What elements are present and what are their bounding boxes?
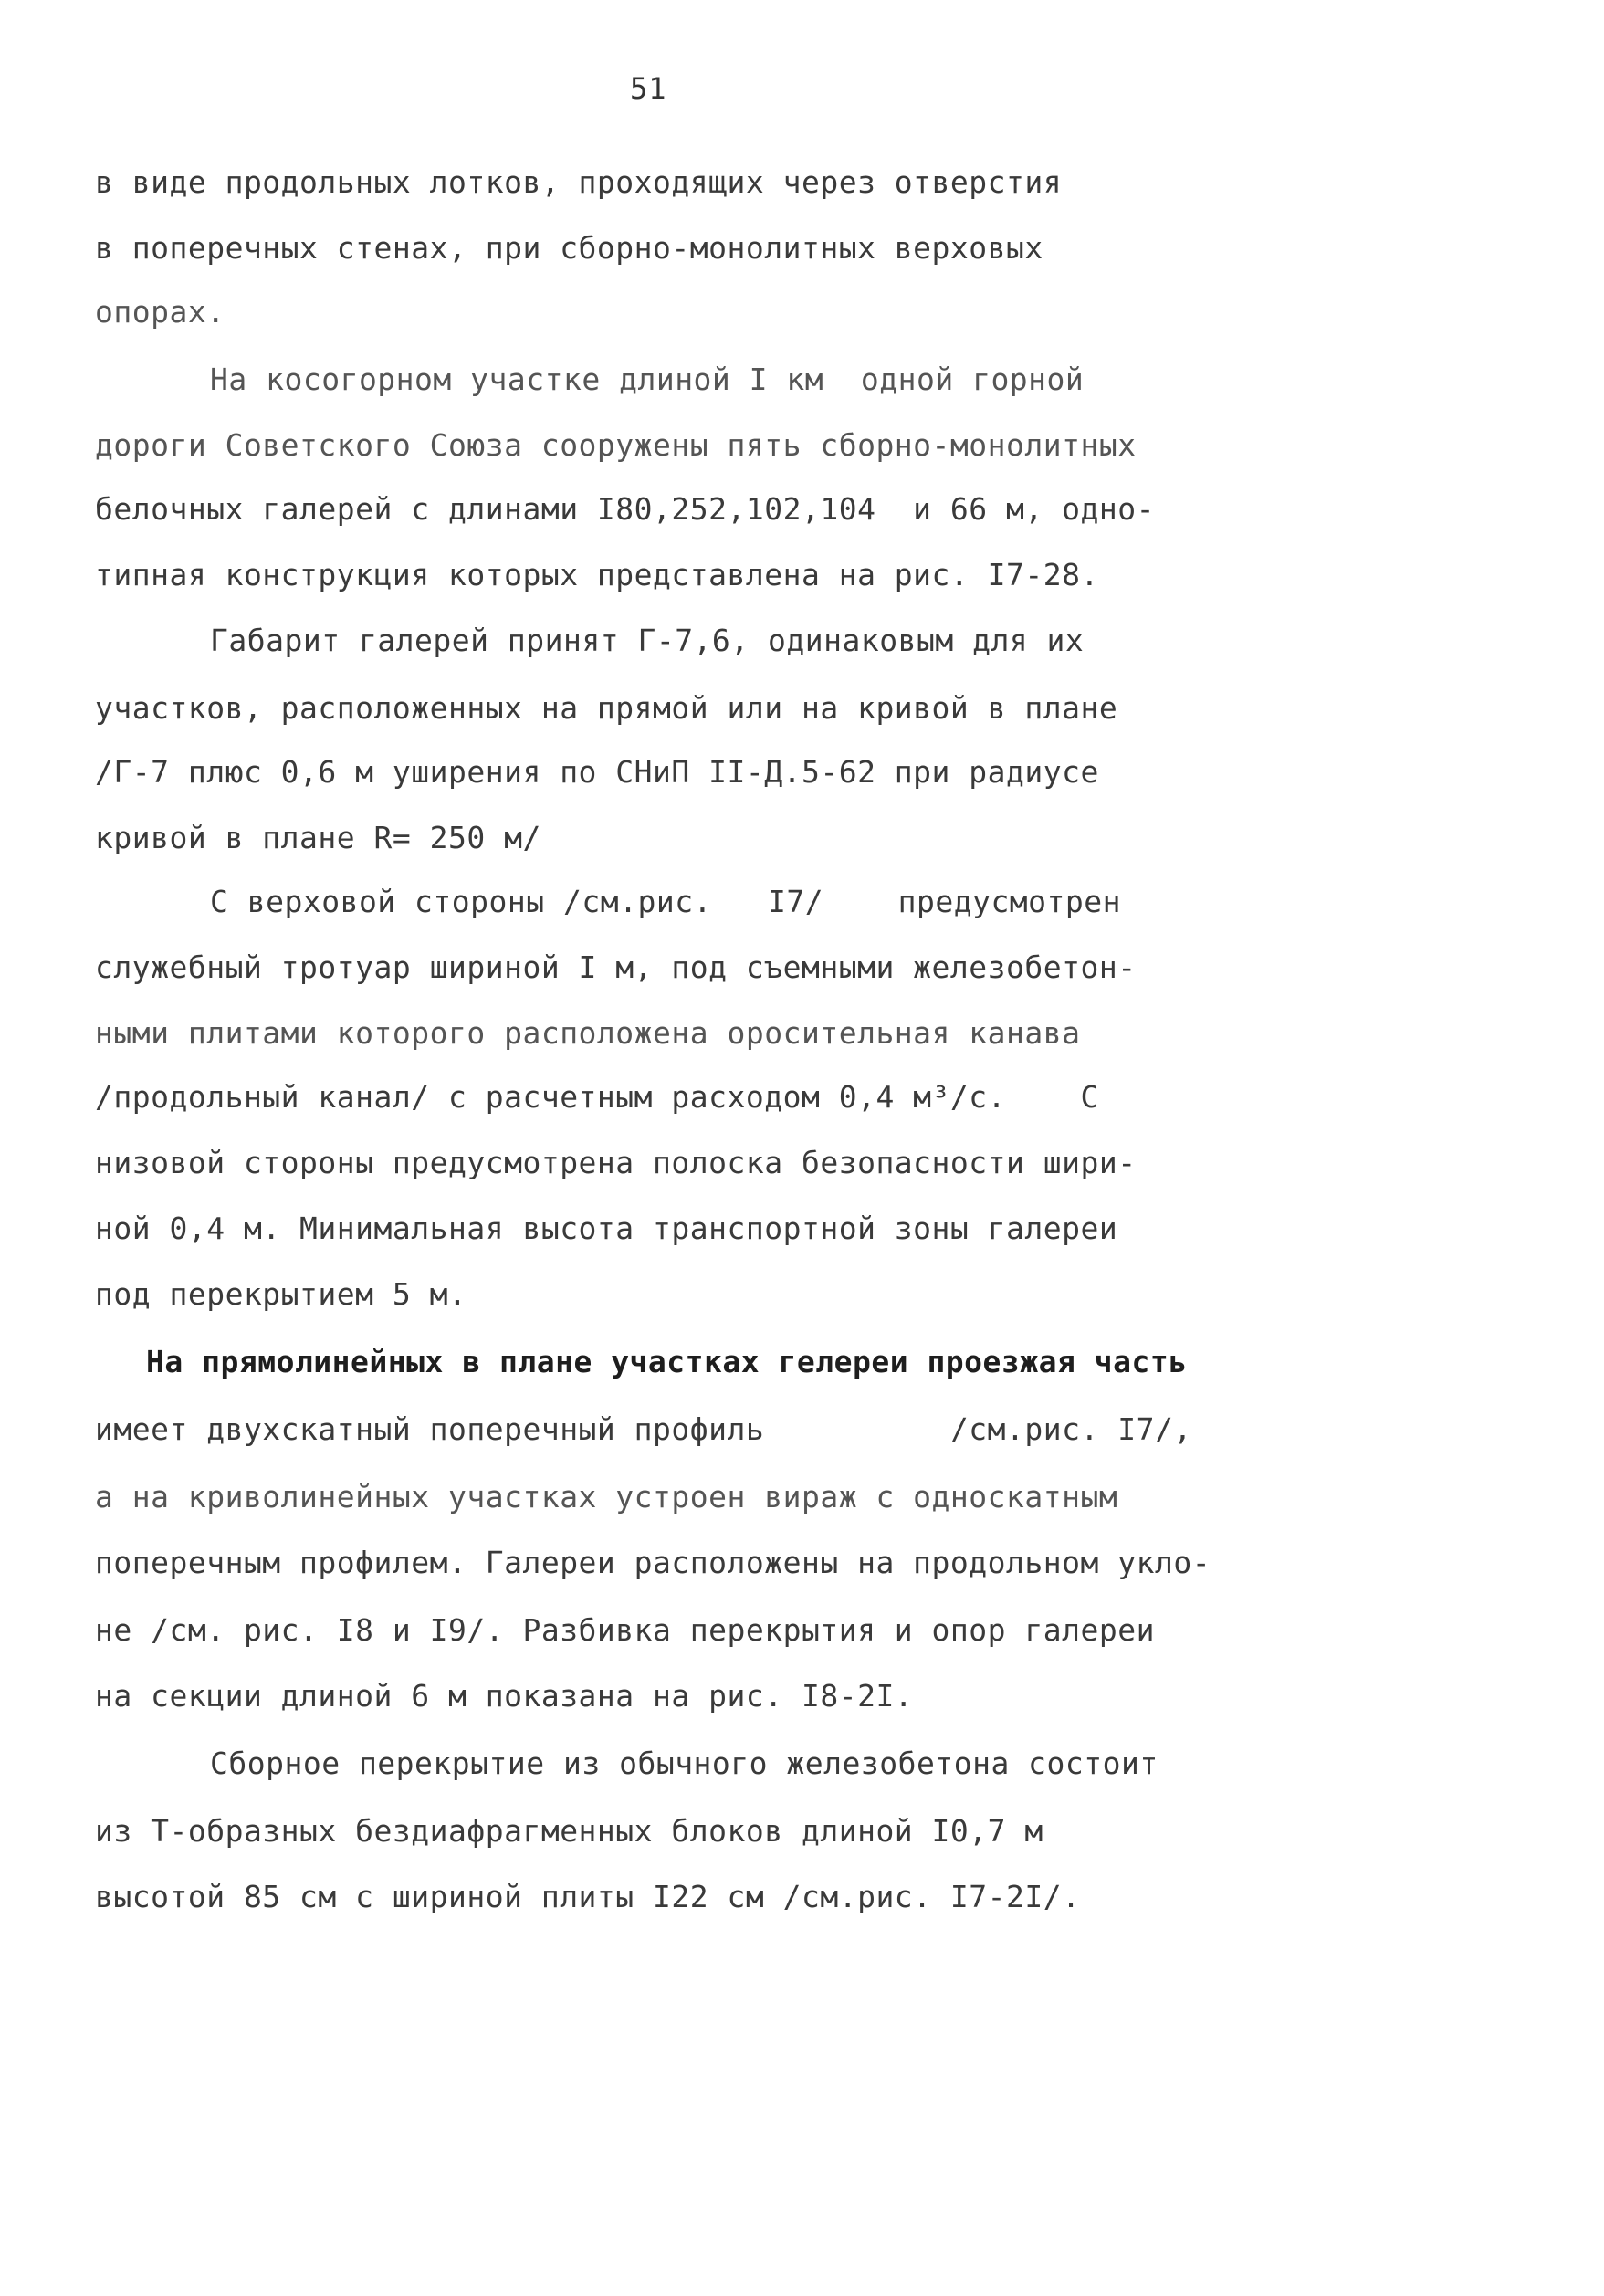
text-line: ными плитами которого расположена оросительная канава xyxy=(95,1015,1081,1051)
text-line: в поперечных стенах, при сборно-монолитных верховых xyxy=(95,230,1043,266)
text-line: /Г-7 плюс 0,6 м уширения по СНиП II-Д.5-62 при радиусе xyxy=(95,754,1099,790)
text-line: типная конструкция которых представлена на рис. I7-28. xyxy=(95,557,1099,592)
text-line: имеет двухскатный поперечный профиль /см.рис. I7/, xyxy=(95,1411,1192,1447)
text-line: на секции длиной 6 м показана на рис. I8-2I. xyxy=(95,1678,914,1714)
text-line: а на криволинейных участках устроен вираж с односкатным xyxy=(95,1479,1118,1515)
text-line: Сборное перекрытие из обычного железобетона состоит xyxy=(210,1746,1158,1781)
text-line: ной 0,4 м. Минимальная высота транспортной зоны галереи xyxy=(95,1211,1118,1246)
text-line: На прямолинейных в плане участках гелереи проезжая часть xyxy=(146,1344,1188,1379)
text-line: высотой 85 см с шириной плиты I22 см /см.рис. I7-2I/. xyxy=(95,1879,1081,1914)
text-line: белочных галерей с длинами I80,252,102,104 и 66 м, одно- xyxy=(95,491,1155,527)
text-line: кривой в плане R= 250 м/ xyxy=(95,820,541,855)
text-line: служебный тротуар шириной I м, под съемными железобетон- xyxy=(95,949,1137,985)
text-line: под перекрытием 5 м. xyxy=(95,1276,467,1312)
text-line: дороги Советского Союза сооружены пять сборно-монолитных xyxy=(95,427,1137,463)
text-line: На косогорном участке длиной I км одной горной xyxy=(210,362,1085,397)
text-line: опорах. xyxy=(95,294,225,330)
text-line: из Т-образных бездиафрагменных блоков длиной I0,7 м xyxy=(95,1813,1043,1849)
page-number: 51 xyxy=(630,71,667,106)
text-line: низовой стороны предусмотрена полоска безопасности шири- xyxy=(95,1145,1137,1180)
text-line: /продольный канал/ с расчетным расходом 0,4 м³/с. С xyxy=(95,1079,1099,1115)
text-line: не /см. рис. I8 и I9/. Разбивка перекрытия и опор галереи xyxy=(95,1612,1155,1648)
text-line: в виде продольных лотков, проходящих через отверстия xyxy=(95,164,1063,200)
text-line: Габарит галерей принят Г-7,6, одинаковым для их xyxy=(210,623,1085,658)
text-line: С верховой стороны /см.рис. I7/ предусмотрен xyxy=(210,884,1122,919)
text-line: участков, расположенных на прямой или на кривой в плане xyxy=(95,690,1118,726)
text-line: поперечным профилем. Галереи расположены на продольном укло- xyxy=(95,1545,1211,1580)
